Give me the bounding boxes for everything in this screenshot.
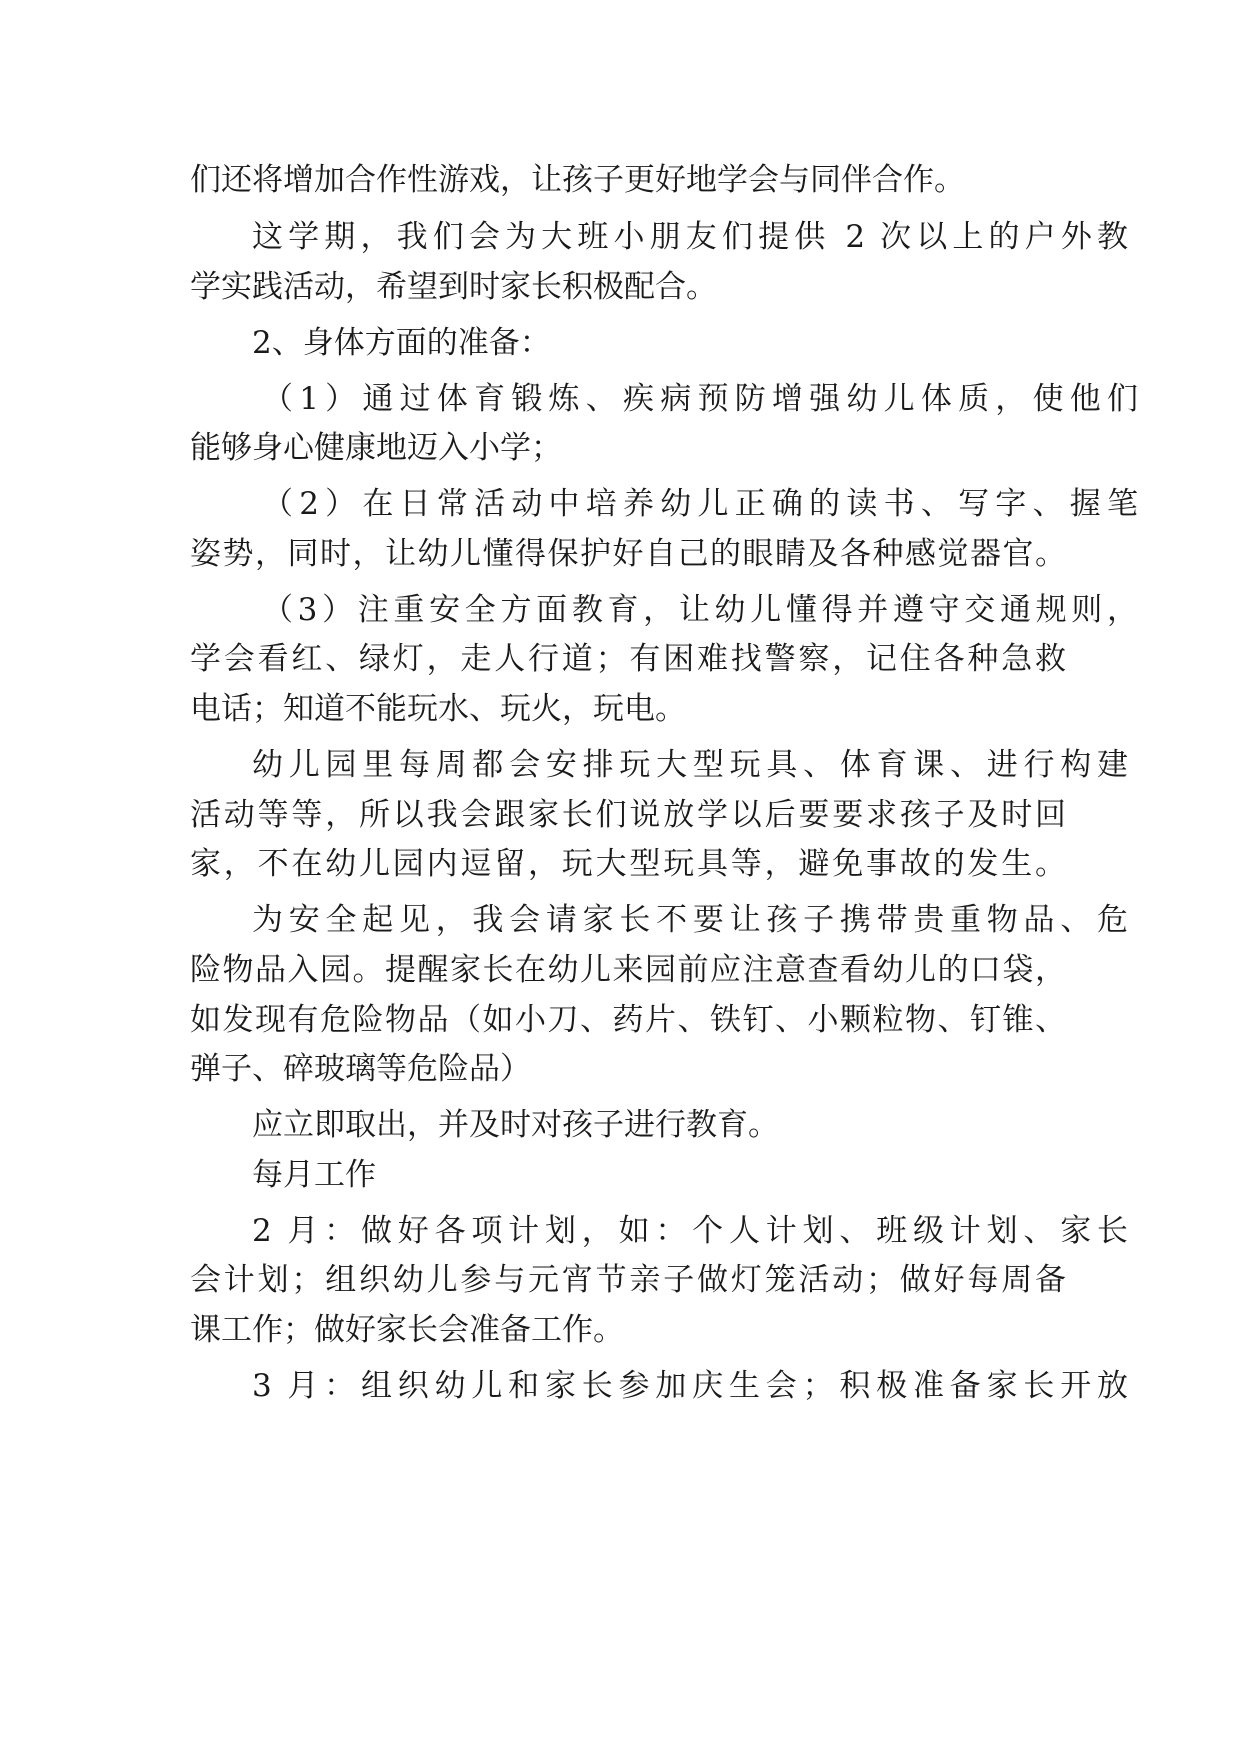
text-line: 学实践活动，希望到时家长积极配合。 <box>190 269 717 305</box>
text-line: （3）注重安全方面教育，让幼儿懂得并遵守交通规则， <box>262 592 1138 628</box>
text-line: 学会看红、绿灯，走人行道；有困难找警察，记住各种急救 <box>190 641 1066 677</box>
text-line: 应立即取出，并及时对孩子进行教育。 <box>252 1107 779 1143</box>
text-line: 为安全起见，我会请家长不要让孩子携带贵重物品、危 <box>252 902 1128 938</box>
text-line: 电话；知道不能玩水、玩火，玩电。 <box>190 691 686 727</box>
section-heading: 每月工作 <box>252 1157 376 1193</box>
text-line: 能够身心健康地迈入小学； <box>190 430 562 466</box>
text-line: （1）通过体育锻炼、疾病预防增强幼儿体质，使他们 <box>262 381 1138 417</box>
text-line: 弹子、碎玻璃等危险品） <box>190 1051 531 1087</box>
text-line: 3 月：组织幼儿和家长参加庆生会；积极准备家长开放 <box>252 1368 1128 1404</box>
text-line: 活动等等，所以我会跟家长们说放学以后要要求孩子及时回 <box>190 797 1066 833</box>
section-heading: 2、身体方面的准备： <box>252 325 551 361</box>
text-line: 课工作；做好家长会准备工作。 <box>190 1312 624 1348</box>
text-line: 会计划；组织幼儿参与元宵节亲子做灯笼活动；做好每周备 <box>190 1262 1066 1298</box>
text-line: 家，不在幼儿园内逗留，玩大型玩具等，避免事故的发生。 <box>190 846 1066 882</box>
text-line: 姿势，同时，让幼儿懂得保护好自己的眼睛及各种感觉器官。 <box>190 536 1066 572</box>
text-line: 们还将增加合作性游戏，让孩子更好地学会与同伴合作。 <box>190 162 965 198</box>
text-line: 这学期，我们会为大班小朋友们提供 2 次以上的户外教 <box>252 219 1128 255</box>
text-line: （2）在日常活动中培养幼儿正确的读书、写字、握笔 <box>262 486 1138 522</box>
text-line: 幼儿园里每周都会安排玩大型玩具、体育课、进行构建 <box>252 747 1128 783</box>
text-line: 险物品入园。提醒家长在幼儿来园前应注意查看幼儿的口袋， <box>190 952 1066 988</box>
text-line: 如发现有危险物品（如小刀、药片、铁钉、小颗粒物、钉锥、 <box>190 1002 1066 1038</box>
text-line: 2 月：做好各项计划，如：个人计划、班级计划、家长 <box>252 1213 1128 1249</box>
